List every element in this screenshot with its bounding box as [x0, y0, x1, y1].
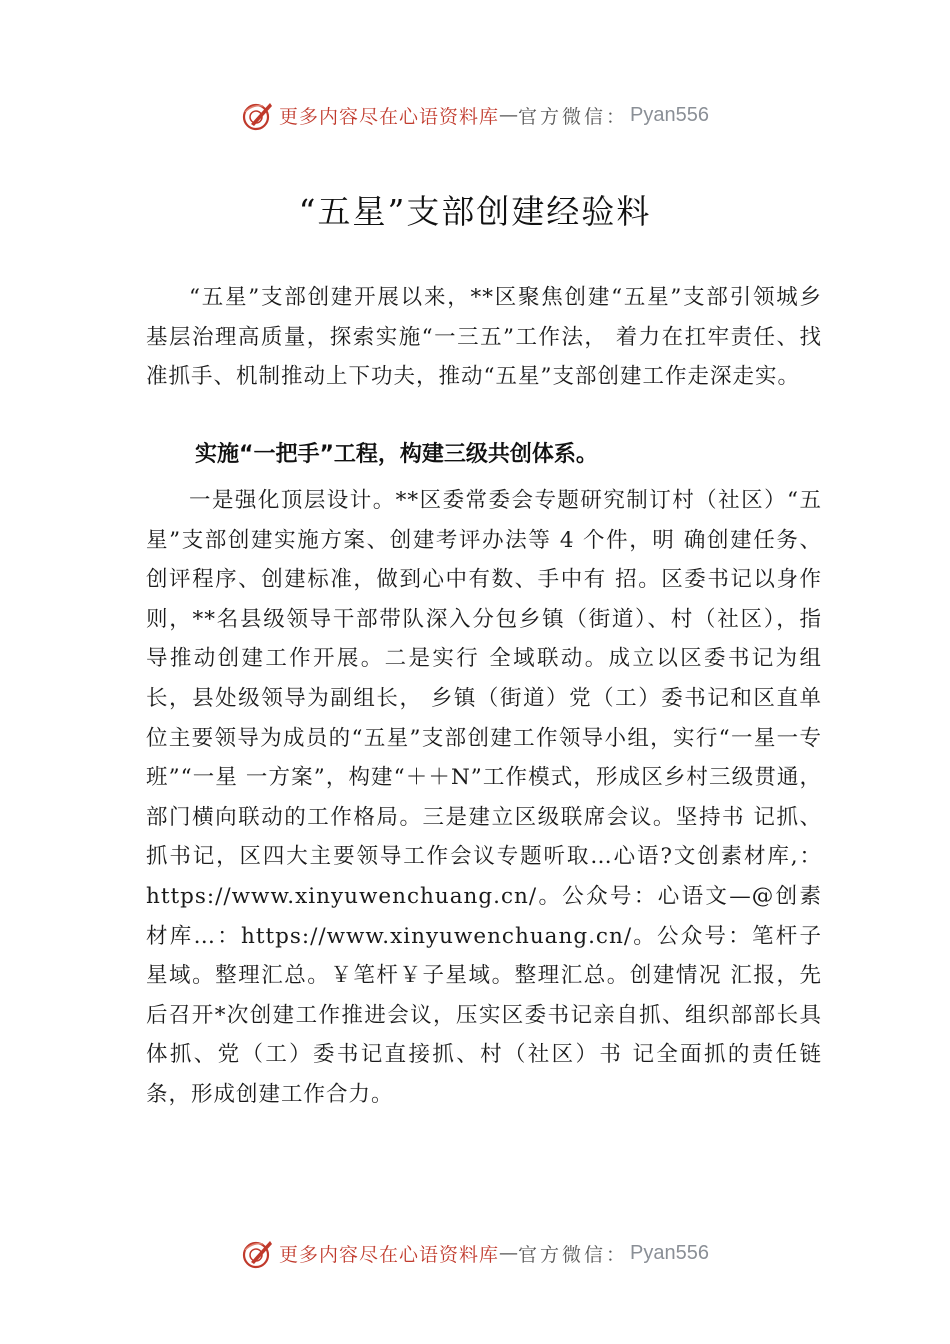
- brand-text: 更多内容尽在心语资料库: [279, 1243, 500, 1266]
- footer-banner: [0, 1233, 950, 1273]
- pen-nib-logo-icon: [241, 1236, 275, 1270]
- wechat-id: Pyan556: [630, 103, 709, 126]
- official-wechat-label: 官方微信：: [518, 1243, 629, 1266]
- pen-nib-logo-icon: [241, 98, 275, 132]
- wechat-id: Pyan556: [630, 1241, 709, 1264]
- official-wechat-label: 官方微信：: [518, 105, 629, 128]
- paragraph-body: 一是强化顶层设计。**区委常委会专题研究制订村（社区）“五星”支部创建实施方案、创建考评办法等 4 个件，明 确创建任务、创评程序、创建标准，做到心中有数、手中有 招。区委书记以身作则，**名县级领导干部带队深入分包乡镇（街道）、村（社区），指导推动创建工作开展。二是实行 全域联动。成立以区委书记为组长，县处级领导为副组长， 乡镇（街道）党（工）委书记和区直单位主要领导为成员的“五星”支部创建工作领导小组，实行“一星一专班”“一星 一方案”，构建“＋＋N”工作模式，形成区乡村三级贯通，部门横向联动的工作格局。三是建立区级联席会议。坚持书 记抓、抓书记，区四大主要领导工作会议专题听取…心语?文创素材库,：https://www.xinyuwenchuang.cn/。公众号：心语文—@创素材库…：https://www.xinyuwenchuang.cn/。公众号：笔杆子星域。整理汇总。￥笔杆￥子星域。整理汇总。创建情况 汇报，先后召开*次创建工作推进会议，压实区委书记亲自抓、组织部部长具体抓、党（工）委书记直接抓、村（社区）书 记全面抓的责任链条，形成创建工作合力。: [146, 488, 822, 1107]
- document-title: “五星”支部创建经验料: [298, 192, 652, 231]
- section-heading: 实施“一把手”工程，构建三级共创体系。: [195, 442, 598, 467]
- brand-text: 更多内容尽在心语资料库: [279, 105, 500, 128]
- header-banner: [0, 95, 950, 135]
- banner-separator: —: [499, 1242, 519, 1264]
- banner-separator: —: [499, 104, 519, 126]
- paragraph-intro: “五星”支部创建开展以来，**区聚焦创建“五星”支部引领城乡基层治理高质量，探索实施“一三五”工作法， 着力在扛牢责任、找准抓手、机制推动上下功夫，推动“五星”支部创建工作走深走实。: [146, 285, 822, 390]
